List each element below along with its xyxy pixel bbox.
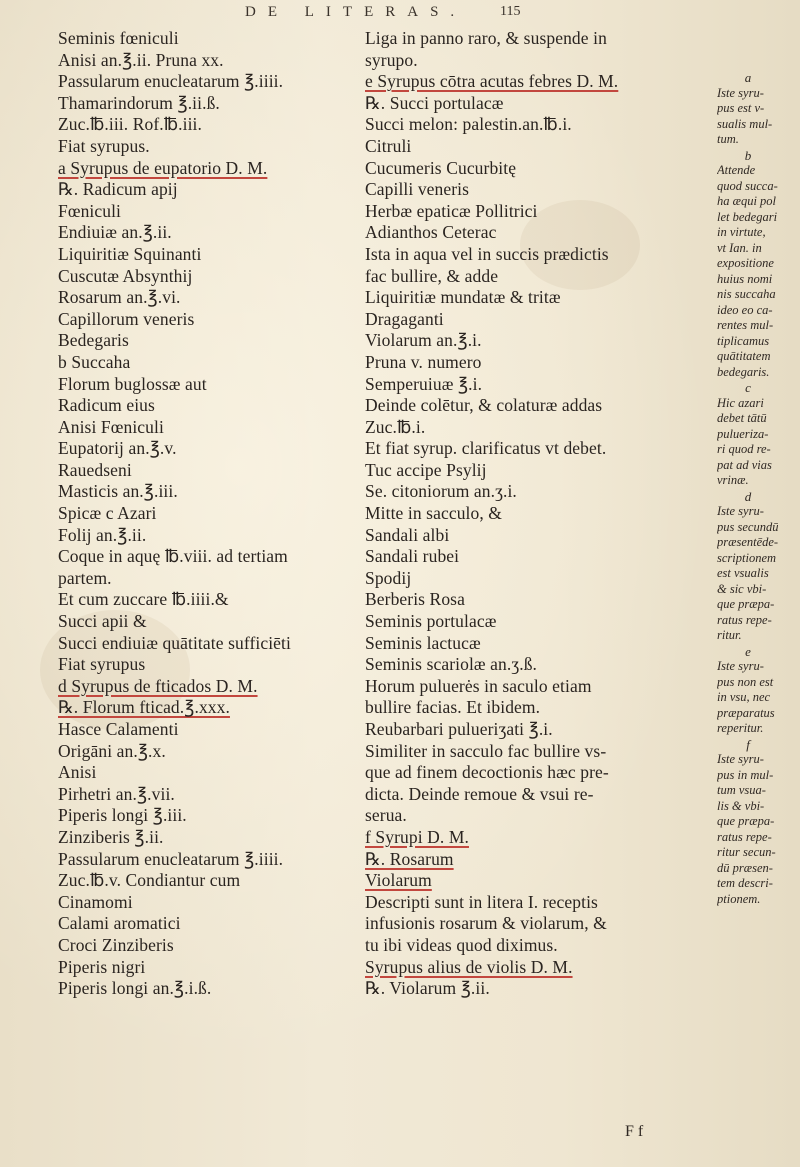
text-line: Capilli veneris [365,179,470,200]
margin-note-line: sualis mul- [717,116,773,131]
text-line: Reubarbari pulueriʒati ℥.i. [365,719,553,739]
margin-note-line: vrinæ. [717,473,749,487]
text-line: Origāni an.℥.x. [58,740,166,761]
text-line: Succi melon: palestin.an.℔.i. [365,114,572,135]
text-line: Anisi [58,762,97,783]
text-line: Liquiritiæ mundatæ & tritæ [365,287,561,308]
text-line: Endiuiæ an.℥.ii. [58,222,172,243]
text-line: Similiter in sacculo fac bullire vs- [365,740,607,761]
text-line: partem. [58,567,112,588]
margin-note-line: tem descri- [717,876,773,890]
text-line: Herbæ epaticæ Pollitrici [365,200,538,221]
text-line: Horum puluerės in saculo etiam [365,675,592,696]
text-line: Hasce Calamenti [58,719,179,739]
margin-note-line: dū præsen- [717,860,773,875]
text-line: Fiat syrupus. [58,135,150,156]
margin-note-line: ratus repe- [717,829,772,844]
margin-note-line: ri quod re- [717,442,771,456]
margin-note-line: pus est v- [717,101,765,115]
text-line: ℞. Radicum apij [58,179,178,200]
text-line: Seminis portulacæ [365,611,497,632]
text-line: Piperis longi ℥.iii. [58,805,187,826]
margin-note-line: præparatus [717,705,775,720]
text-line: Succi endiuiæ quātitate sufficiēti [58,632,291,653]
margin-note-line: pulueriza- [717,426,769,441]
text-line: d Syrupus de fticados D. M. [58,675,258,696]
text-line: ℞. Rosarum [365,848,454,869]
text-line: Cucumeris Cucurbitę [365,157,517,178]
page-header [0,2,800,28]
margin-note-line: ritur secun- [717,845,776,859]
margin-note-line: Iste syru- [717,752,764,766]
text-line: Piperis longi an.℥.i.ß. [58,978,212,999]
margin-note-line: c [745,380,751,395]
margin-note-line: let bedegari [717,209,778,224]
text-line: Sandali rubei [365,546,460,567]
text-line: Passularum enucleatarum ℥.iiii. [58,71,284,92]
text-line: Zuc.℔.iii. Rof.℔.iii. [58,114,202,135]
text-line: Succi apii & [58,611,147,632]
text-line: Mitte in sacculo, & [365,503,503,524]
text-line: Ista in aqua vel in succis prædictis [365,243,609,264]
text-line: Seminis fœniculi [58,28,179,48]
text-line: Citruli [365,135,412,156]
margin-note-line: pus non est [717,674,774,689]
margin-note-line: debet tātū [717,411,767,425]
margin-note-line: tum. [717,132,739,146]
margin-note-line: b [744,147,752,163]
text-line: Rosarum an.℥.vi. [58,287,181,308]
text-line: Seminis lactucæ [365,632,481,653]
text-line: Cinamomi [58,891,133,912]
text-line: Croci Zinziberis [58,934,174,955]
text-line: a Syrupus de eupatorio D. M. [58,157,268,178]
text-line: Eupatorij an.℥.v. [58,438,177,459]
text-line: Se. citoniorum an.ʒ.i. [365,481,517,502]
text-line: Anisi an.℥.ii. Pruna xx. [58,49,224,70]
text-line: Folij an.℥.ii. [58,524,147,545]
text-line: Pirhetri an.℥.vii. [58,783,175,804]
margin-note-line: in virtute, [717,225,766,239]
margin-note-line: d [744,488,752,504]
margin-note-line: e [745,643,751,659]
text-line: Florum buglossæ aut [58,373,207,394]
text-line: Calami aromatici [58,913,181,934]
text-line: Spodij [365,567,412,588]
text-line: Liga in panno raro, & suspende in [365,28,607,48]
margin-note-line: expositione [717,256,774,270]
text-line: bullire facias. Et ibidem. [365,697,541,718]
text-line: Passularum enucleatarum ℥.iiii. [58,848,284,869]
text-line: Capillorum veneris [58,308,195,329]
text-line: Rauedseni [58,459,132,480]
margin-note-line: Hic azari [717,395,764,410]
margin-note-line: scriptionem [717,550,777,565]
text-line: Deinde colētur, & colaturæ addas [365,395,603,416]
text-line: dicta. Deinde remoue & vsui re- [365,783,594,804]
margin-note-line: f [746,736,750,752]
text-line: e Syrupus cōtra acutas febres D. M. [365,71,619,92]
text-line: Dragaganti [365,308,444,329]
margin-note-line: Attende [717,163,756,177]
text-line: Fiat syrupus [58,654,146,675]
text-line: Descripti sunt in litera I. receptis [365,891,598,912]
text-line: Syrupus alius de violis D. M. [365,956,573,977]
text-line: Coque in aquę ℔.viii. ad tertiam [58,546,288,567]
text-line: Et cum zuccare ℔.iiii.& [58,589,229,610]
margin-note-line: pus secundū [717,519,779,534]
margin-note-line: quātitatem [717,349,771,363]
margin-note-line: ha æqui pol [717,194,777,208]
text-line: Spicæ c Azari [58,503,157,524]
text-line: tu ibi videas quod diximus. [365,934,558,955]
margin-note-line: huius nomi [717,271,773,286]
text-line: Anisi Fœniculi [58,416,164,437]
margin-note-line: vt Ian. in [717,240,762,255]
margin-note-line: est vsualis [717,566,769,580]
right-text-column [365,28,710,1000]
text-line: Semperuiuæ ℥.i. [365,373,483,394]
text-line: Violarum [365,870,432,891]
text-line: Seminis scariolæ an.ʒ.ß. [365,654,538,675]
margin-note-line: quod succa- [717,178,778,193]
running-title: DE LITERAS. [245,4,467,20]
margin-note-line: Iste syru- [717,504,764,518]
margin-note-line: ptionem. [717,891,761,906]
margin-note-line: tiplicamus [717,333,770,348]
margin-note-line: bedegaris. [717,364,770,379]
margin-note-line: reperitur. [717,721,764,735]
margin-note-line: in vsu, nec [717,690,771,704]
text-line: Adianthos Ceterac [365,222,497,243]
text-line: syrupo. [365,49,418,70]
text-line: infusionis rosarum & violarum, & [365,913,607,934]
text-line: Masticis an.℥.iii. [58,481,178,502]
margin-note-line: ritur. [717,628,742,642]
margin-note-line: pat ad vias [717,457,772,472]
margin-note-line: nis succaha [717,287,776,301]
page-number: 115 [500,4,521,19]
text-line: ℞. Violarum ℥.ii. [365,978,490,999]
text-line: Violarum an.℥.i. [365,330,482,351]
margin-note-line: & sic vbi- [717,581,767,596]
text-line: Piperis nigri [58,956,146,977]
text-line: Et fiat syrup. clarificatus vt debet. [365,438,607,459]
text-line: Bedegaris [58,330,129,351]
text-line: Liquiritiæ Squinanti [58,243,202,264]
text-line: fac bullire, & adde [365,265,499,286]
margin-note-line: pus in mul- [717,767,774,782]
text-line: Zuc.℔.i. [365,416,426,437]
margin-note-line: ideo eo ca- [717,302,773,317]
left-text-column [58,28,348,1000]
text-line: b Succaha [58,351,131,372]
margin-note-line: ratus repe- [717,612,772,627]
margin-note-line: præsentēde- [717,535,779,549]
text-line: f Syrupi D. M. [365,826,469,847]
text-line: que ad finem decoctionis hæc pre- [365,762,609,783]
text-line: Tuc accipe Psylij [365,459,487,480]
text-line: ℞. Florum fticad.℥.xxx. [58,697,230,718]
text-line: Sandali albi [365,524,450,545]
margin-note-line: Iste syru- [717,85,764,100]
margin-note-line: a [744,70,752,85]
margin-note-line: que præpa- [717,814,775,828]
text-line: Fœniculi [58,200,122,221]
text-line: Thamarindorum ℥.ii.ß. [58,92,220,113]
text-line: Zinziberis ℥.ii. [58,826,164,847]
margin-note-line: rentes mul- [717,318,774,332]
margin-note-line: Iste syru- [717,659,764,673]
signature-mark: F f [625,1123,644,1140]
margin-note-line: lis & vbi- [717,798,765,813]
text-line: Zuc.℔.v. Condiantur cum [58,870,241,891]
text-line: serua. [365,805,407,826]
text-line: Cuscutæ Absynthij [58,265,193,286]
margin-note-line: que præpa- [717,597,775,611]
text-line: ℞. Succi portulacæ [365,92,504,113]
marginal-notes [717,70,797,907]
text-line: Radicum eius [58,395,155,416]
text-line: Berberis Rosa [365,589,465,610]
text-line: Pruna v. numero [365,351,482,372]
margin-note-line: tum vsua- [717,783,766,797]
